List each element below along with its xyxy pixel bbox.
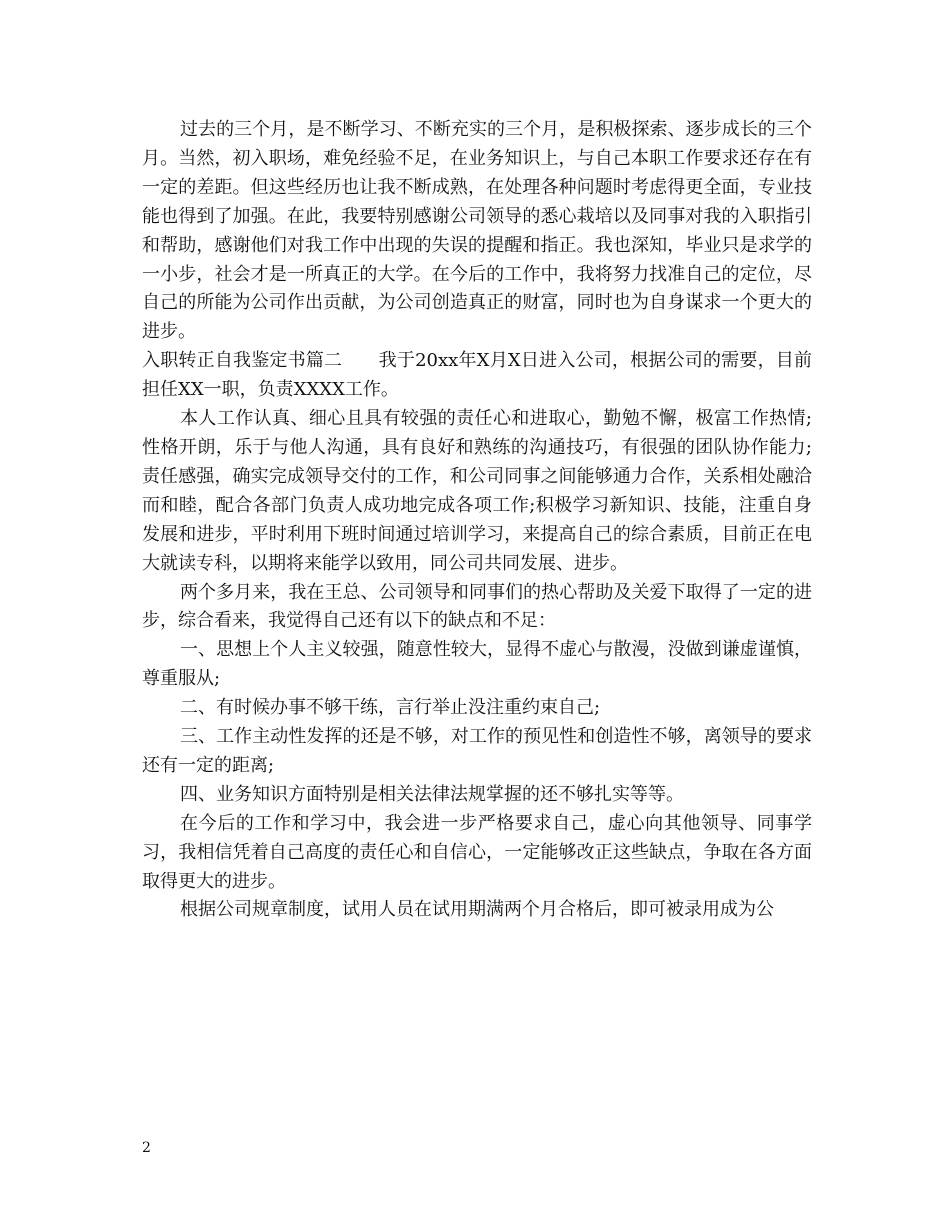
list-item-shortcoming-3: 三、工作主动性发挥的还是不够，对工作的预见性和创造性不够，离领导的要求还有一定的距离; xyxy=(142,726,812,776)
paragraph-regulations: 根据公司规章制度，试用人员在试用期满两个月合格后，即可被录用成为公 xyxy=(180,899,774,921)
list-item-shortcoming-2: 二、有时候办事不够干练，言行举止没注重约束自己; xyxy=(180,697,601,719)
paragraph-section-two-intro: 入职转正自我鉴定书篇二 我于20xx年X月X日进入公司，根据公司的需要，目前担任XX一职，负责XXXX工作。 xyxy=(142,350,812,401)
list-item-shortcoming-1: 一、思想上个人主义较强，随意性较大，显得不虚心与散漫，没做到谦虚谨慎，尊重服从; xyxy=(142,639,812,690)
paragraph-self-evaluation: 本人工作认真、细心且具有较强的责任心和进取心，勤勉不懈，极富工作热情;性格开朗，乐于与他人沟通，具有良好和熟练的沟通技巧，有很强的团队协作能力;责任感强，确实完成领导交付的工作，和公司同事之间能够通力合作，关系相处融洽而和睦，配合各部门负责人成功地完成各项工作;积极学习新知识、技能，注重自身发展和进步，平时利用下班时间通过培训学习，来提高自己的综合素质，目前正在电大就读专科，以期将来能学以致用，同公司共同发展、进步。 xyxy=(142,408,812,574)
paragraph-shortcomings-intro: 两个多月来，我在王总、公司领导和同事们的热心帮助及关爱下取得了一定的进步，综合看来，我觉得自己还有以下的缺点和不足： xyxy=(142,581,812,632)
body-text xyxy=(142,116,812,925)
paragraph-summary: 过去的三个月，是不断学习、不断充实的三个月，是积极探索、逐步成长的三个月。当然，初入职场，难免经验不足，在业务知识上，与自己本职工作要求还存在有一定的差距。但这些经历也让我不断成熟，在处理各种问题时考虑得更全面，专业技能也得到了加强。在此，我要特别感谢公司领导的悉心栽培以及同事对我的入职指引和帮助，感谢他们对我工作中出现的失误的提醒和指正。我也深知，毕业只是求学的一小步，社会才是一所真正的大学。在今后的工作中，我将努力找准自己的定位，尽自己的所能为公司作出贡献，为公司创造真正的财富，同时也为自身谋求一个更大的进步。 xyxy=(142,119,812,343)
paragraph-future-plan: 在今后的工作和学习中，我会进一步严格要求自己，虚心向其他领导、同事学习，我相信凭着自己高度的责任心和自信心，一定能够改正这些缺点，争取在各方面取得更大的进步。 xyxy=(142,812,812,892)
page-number: 2 xyxy=(142,1140,151,1156)
list-item-shortcoming-4: 四、业务知识方面特别是相关法律法规掌握的还不够扎实等等。 xyxy=(180,783,684,805)
